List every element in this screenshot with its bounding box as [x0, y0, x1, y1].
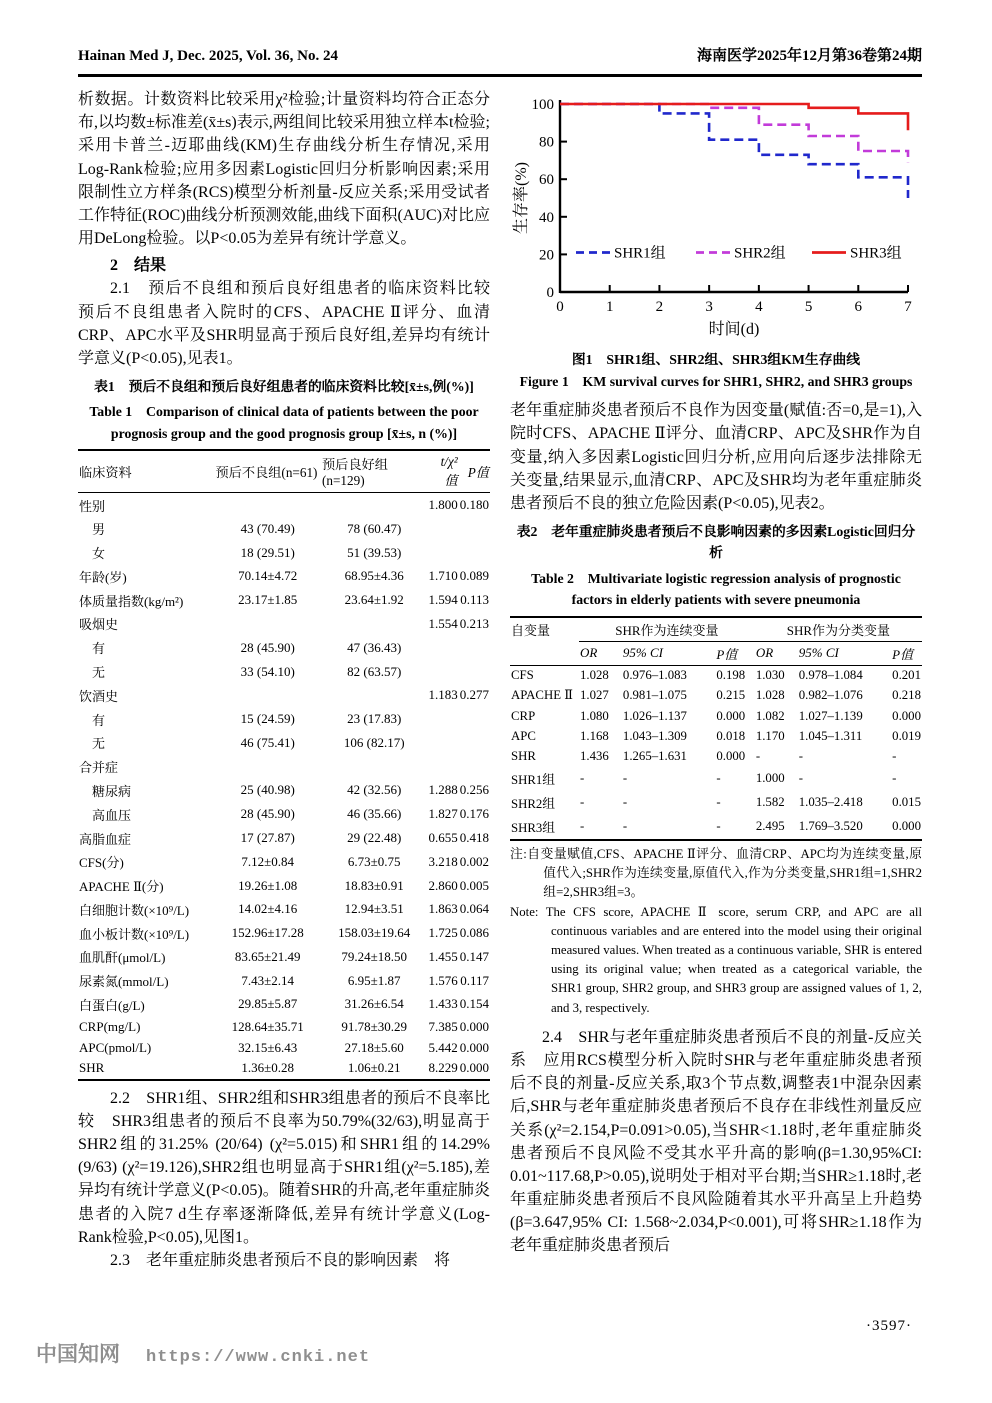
cnki-watermark — [36, 1338, 370, 1368]
table1-cell: 17 (27.87) — [240, 830, 295, 846]
table2-cell: 0.018 — [716, 728, 746, 743]
left-column — [78, 88, 507, 1272]
table2-cell: 1.027–1.139 — [798, 708, 863, 723]
table2-cell: - — [580, 819, 585, 834]
y-tick-label: 100 — [531, 97, 554, 113]
table2-subheader-ci1: 95% CI — [622, 641, 715, 665]
x-axis-title: 时间(d) — [708, 321, 760, 338]
table1-cell: 18 (29.51) — [240, 544, 295, 560]
table1-cell: 0.000 — [459, 1039, 489, 1055]
table1-cell: 6.95±1.87 — [347, 972, 401, 988]
table1-cell: 42 (32.56) — [347, 782, 402, 798]
table2-cell: 1.028 — [580, 668, 609, 683]
table1-cell: 白细胞计数(×10⁹/L) — [79, 902, 190, 918]
table1-cell: 0.180 — [459, 497, 489, 513]
table1-header-pvalue: P值 — [459, 450, 490, 493]
figure1-caption-cn: 图1 SHR1组、SHR2组、SHR3组KM生存曲线 — [571, 352, 861, 367]
table2-row — [510, 726, 922, 746]
table1-row — [78, 969, 490, 993]
table1-cell: 158.03±19.64 — [338, 925, 411, 941]
table2-cell: 1.028 — [755, 688, 785, 703]
table2-cell: - — [622, 795, 628, 810]
table1-cell: 23.64±1.92 — [344, 592, 404, 608]
table2-cell: 1.027 — [580, 688, 609, 703]
y-tick-label: 80 — [539, 134, 554, 151]
table1-cell: APACHE Ⅱ(分) — [79, 879, 164, 895]
table1-caption-cn: 表1 预后不良组和预后良好组患者的临床资料比较[x̄±s,例(%)] — [94, 379, 474, 395]
table2-cell: 1.436 — [580, 748, 609, 763]
table2-cell: SHR2组 — [511, 797, 556, 812]
table2-cell: 0.201 — [892, 668, 921, 683]
table1-cell: 5.442 — [428, 1039, 458, 1055]
table1-row — [78, 945, 490, 969]
table2-cell: - — [755, 748, 761, 763]
table2-cell: CRP — [511, 708, 536, 723]
table1-row — [78, 707, 490, 731]
table1-row — [78, 565, 490, 589]
table1-cell: 79.24±18.50 — [341, 948, 408, 964]
table2-subheader-ci2: 95% CI — [798, 641, 891, 665]
table2-cell: - — [716, 771, 721, 786]
table2-cell: 1.026–1.137 — [622, 708, 687, 723]
table1-cell: 0.086 — [459, 925, 489, 941]
table2-caption-cn: 表2 老年重症肺炎患者预后不良影响因素的多因素Logistic回归分析 — [516, 524, 916, 561]
table1-cell — [427, 755, 458, 779]
paragraph-2-2: 2.2 SHR1组、SHR2组和SHR3组患者的预后不良率比较 SHR3组患者的预后不良率为50.79%(32/63),明显高于SHR2组的31.25% (20/64) (χ²=5.015)和SHR1组的14.29% (9/63) (χ²=19.126),SHR2组也明显高于SHR1组(χ²=5.185),差异均有统计学意义(P<0.05)。随着SHR的升高,老年重症肺炎患者的入院7 d生存率逐渐降低,差异有统计学意义(Log-Rank检验,P<0.05),见图1。 — [78, 1089, 490, 1246]
table1-cell: 47 (36.43) — [347, 639, 402, 655]
table1-cell — [215, 755, 321, 779]
table1-cell — [427, 517, 458, 541]
table2-cell: SHR3组 — [511, 821, 556, 836]
y-tick-label: 60 — [539, 172, 554, 189]
table1-row — [78, 874, 490, 898]
table1-cell: 18.83±0.91 — [344, 877, 404, 893]
table1-row — [78, 850, 490, 874]
table2-note-en: Note: The CFS score, APACHE Ⅱ score, serum CRP, and APC are all continuous variables and are entered into the model using their original measured values. When treated as a continuous variable, SHR is entered using its original value; when treated as a categorical variable, the SHR1 group, SHR2 group, and SHR3 group are assigned values of 1, 2, and 3, respectively. — [510, 904, 922, 1015]
table2-cell: 1.043–1.309 — [622, 728, 687, 743]
table2-cell: APC — [511, 728, 536, 743]
table1-header-statistic: t/χ²值 — [427, 450, 458, 493]
table1-row — [78, 731, 490, 755]
table1-cell: 1.576 — [428, 972, 458, 988]
figure1-container — [510, 90, 922, 393]
paragraph-logistic: 老年重症肺炎患者预后不良作为因变量(赋值:否=0,是=1),入院时CFS、APACHE Ⅱ评分、血清CRP、APC及SHR作为自变量,纳入多因素Logistic回归分析,应用向后逐步法排除无关变量,结果显示,血清CRP、APC及SHR均为老年重症肺炎患者预后不良的独立危险因素(P<0.05),见表2。 — [510, 402, 922, 512]
table1-cell: 46 (75.41) — [240, 734, 295, 750]
table2-subheader-p2: P值 — [891, 641, 922, 665]
paragraph-2-3: 2.3 老年重症肺炎患者预后不良的影响因素 将 — [110, 1252, 451, 1270]
table2-cell: - — [622, 771, 628, 786]
table2-cell: - — [622, 819, 628, 834]
table1-cell: 0.154 — [459, 996, 489, 1012]
x-tick-label: 5 — [804, 299, 813, 315]
table1-cell: 0.113 — [460, 592, 489, 608]
x-tick-label: 3 — [705, 299, 713, 315]
table1-cell: 无 — [92, 736, 106, 752]
table2-logistic-regression — [510, 616, 922, 842]
table2-cell: 1.170 — [755, 728, 785, 743]
table1-cell: 0.117 — [460, 972, 489, 988]
x-tick-label: 7 — [904, 299, 912, 315]
table1-cell — [321, 493, 427, 517]
table1-header-variable: 临床资料 — [78, 450, 215, 493]
table1-cell — [459, 731, 490, 755]
table1-cell: 0.000 — [459, 1060, 489, 1076]
table1-cell: 27.18±5.60 — [344, 1039, 404, 1055]
x-tick-label: 0 — [556, 299, 564, 315]
table1-cell — [215, 612, 321, 636]
table2-group-header-row — [510, 617, 922, 642]
table1-cell — [459, 755, 490, 779]
table2-subheader-or2: OR — [755, 641, 798, 665]
table1-cell: 6.73±0.75 — [347, 853, 401, 869]
table2-cell: SHR1组 — [511, 773, 556, 788]
table1-cell: 饮酒史 — [79, 688, 119, 704]
table1-cell: 0.064 — [459, 901, 489, 917]
y-tick-label: 20 — [539, 247, 554, 264]
paragraph-methods: 析数据。计数资料比较采用χ²检验;计量资料均符合正态分布,以均数±标准差(x̄±s)表示,两组间比较采用独立样本t检验;采用卡普兰-迈耶曲线(KM)生存曲线分析生存情况,采用Log-Rank检验;应用多因素Logistic回归分析影响因素;采用限制性立方样条(RCS)模型分析剂量-反应关系;采用受试者工作特征(ROC)曲线分析预测效能,曲线下面积(AUC)对比应用DeLong检验。以P<0.05为差异有统计学意义。 — [78, 91, 490, 248]
figure1-caption-en: Figure 1 KM survival curves for SHR1, SHR2, and SHR3 groups — [519, 374, 913, 390]
table1-cell: 1.455 — [428, 948, 458, 964]
table1-cell: 28 (45.90) — [240, 639, 295, 655]
table1-cell: 1.36±0.28 — [241, 1060, 295, 1076]
table2-cell: - — [892, 771, 897, 786]
table2-cell: CFS — [511, 668, 534, 683]
table1-cell: 0.000 — [459, 1018, 489, 1034]
table1-cell: 0.655 — [428, 830, 458, 846]
legend-label-SHR3组: SHR3组 — [850, 245, 902, 262]
table1-row — [78, 921, 490, 945]
table2-cell: - — [892, 748, 897, 763]
table2-cell: 1.265–1.631 — [622, 748, 687, 763]
table1-cell: 1.288 — [428, 782, 458, 798]
table1-cell — [459, 541, 490, 565]
table2-cell: 1.080 — [580, 708, 609, 723]
table1-cell: 15 (24.59) — [240, 711, 295, 727]
table1-cell: SHR — [79, 1060, 105, 1076]
table1-cell — [321, 755, 427, 779]
table1-cell: 68.95±4.36 — [344, 568, 404, 584]
series-SHR1组 — [560, 104, 908, 198]
table2-cell: 0.000 — [892, 708, 921, 723]
table1-cell: 25 (40.98) — [240, 782, 295, 798]
table1-cell: 糖尿病 — [92, 783, 132, 799]
table1-caption-en: Table 1 Comparison of clinical data of patients between the poor prognosis group and the good prognosis group [x̄±s, n (%)] — [89, 404, 479, 441]
table1-cell: 1.554 — [428, 615, 458, 631]
series-SHR3组 — [560, 104, 908, 130]
table2-cell: 0.000 — [892, 819, 921, 834]
table1-clinical-data — [78, 449, 490, 1081]
table2-row — [510, 706, 922, 726]
table1-cell: 0.002 — [459, 853, 489, 869]
table1-cell: 91.78±30.29 — [341, 1018, 408, 1034]
table2-cell: 0.015 — [892, 795, 921, 810]
table2-cell: 1.582 — [755, 795, 785, 810]
table1-cell: 高血压 — [92, 807, 132, 823]
table1-cell: 23 (17.83) — [347, 711, 402, 727]
table1-cell: 7.385 — [428, 1018, 458, 1034]
table1-cell — [459, 707, 490, 731]
table1-row — [78, 826, 490, 850]
table2-row — [510, 791, 922, 815]
table1-cell: 70.14±4.72 — [238, 568, 298, 584]
table2-row — [510, 746, 922, 766]
table1-row — [78, 660, 490, 684]
table1-cell: 1.800 — [428, 497, 458, 513]
table1-cell: 0.418 — [459, 830, 489, 846]
table1-cell: 1.433 — [428, 996, 458, 1012]
table2-cell: 0.215 — [716, 688, 746, 703]
x-tick-label: 4 — [755, 299, 763, 315]
table2-cell: 1.000 — [755, 771, 785, 786]
series-SHR2组 — [560, 104, 908, 162]
table2-cell: 0.198 — [716, 668, 746, 683]
table1-cell: 33 (54.10) — [240, 663, 295, 679]
table1-cell: 性别 — [79, 498, 106, 514]
table1-cell — [459, 517, 490, 541]
table1-cell — [321, 612, 427, 636]
table1-cell: CFS(分) — [79, 855, 124, 871]
table1-cell: 19.26±1.08 — [238, 877, 298, 893]
page-number: ·3597· — [866, 1318, 912, 1334]
table1-cell — [427, 636, 458, 660]
header-journal-en: Hainan Med J, Dec. 2025, Vol. 36, No. 24 — [78, 48, 339, 64]
table2-subheader-p1: P值 — [715, 641, 754, 665]
table2-row — [510, 686, 922, 706]
table1-cell: 1.710 — [428, 568, 458, 584]
table1-cell — [427, 707, 458, 731]
table1-cell: 尿素氮(mmol/L) — [79, 974, 169, 990]
table1-row — [78, 1016, 490, 1037]
watermark-cnki-url: https://www.cnki.net — [146, 1348, 371, 1367]
table2-cell: - — [716, 819, 721, 834]
table1-cell: 0.147 — [459, 948, 489, 964]
table1-row — [78, 541, 490, 565]
table1-header-row — [78, 450, 490, 493]
table1-row — [78, 588, 490, 612]
table1-row — [78, 779, 490, 803]
table2-cell: 1.769–3.520 — [798, 819, 863, 834]
table1-cell: 女 — [92, 546, 106, 562]
table1-row — [78, 755, 490, 779]
table1-row — [78, 1058, 490, 1080]
table2-group-categorical: SHR作为分类变量 — [755, 617, 922, 642]
table2-cell: 1.035–2.418 — [798, 795, 863, 810]
y-tick-label: 0 — [546, 285, 554, 301]
table1-cell: 78 (60.47) — [347, 520, 402, 536]
table1-cell: 有 — [92, 712, 106, 728]
table2-subheader-or1: OR — [579, 641, 622, 665]
table2-cell: 0.000 — [716, 748, 746, 763]
table1-cell: 12.94±3.51 — [344, 901, 404, 917]
table1-cell: 51 (39.53) — [347, 544, 402, 560]
table1-cell: APC(pmol/L) — [79, 1039, 152, 1055]
table1-cell: 0.005 — [459, 877, 489, 893]
table1-row — [78, 493, 490, 517]
table1-cell: 7.43±2.14 — [241, 972, 295, 988]
table1-cell: 1.183 — [428, 687, 458, 703]
table1-row — [78, 517, 490, 541]
legend-label-SHR2组: SHR2组 — [734, 245, 786, 262]
table1-row — [78, 993, 490, 1017]
table1-cell: 无 — [92, 665, 106, 681]
table2-cell: - — [580, 771, 585, 786]
table2-cell: 0.978–1.084 — [798, 668, 863, 683]
table1-cell: 0.089 — [459, 568, 489, 584]
table1-header-poor: 预后不良组(n=61) — [215, 450, 321, 493]
x-tick-label: 1 — [605, 299, 614, 315]
table1-cell: 合并症 — [79, 760, 119, 776]
right-column — [510, 88, 922, 1272]
table1-cell: 1.594 — [428, 592, 458, 608]
table2-cell: APACHE Ⅱ — [511, 688, 573, 703]
table1-row — [78, 636, 490, 660]
table2-cell: - — [798, 771, 803, 786]
table1-cell: 28 (45.90) — [240, 806, 295, 822]
table1-cell: CRP(mg/L) — [79, 1018, 141, 1034]
table1-header-good: 预后良好组(n=129) — [321, 450, 427, 493]
table1-cell — [427, 541, 458, 565]
table1-cell: 血小板计数(×10⁹/L) — [79, 926, 190, 942]
table1-cell: 年龄(岁) — [79, 569, 127, 585]
table2-note — [510, 845, 922, 1018]
table2-cell: - — [580, 795, 585, 810]
table2-cell: SHR — [511, 748, 536, 763]
table1-cell: 128.64±35.71 — [231, 1018, 304, 1034]
table2-row — [510, 665, 922, 686]
table1-cell: 1.06±0.21 — [347, 1060, 401, 1076]
table1-cell: 0.277 — [459, 687, 489, 703]
table2-note-cn: 注:自变量赋值,CFS、APACHE Ⅱ评分、血清CRP、APC均为连续变量,原值代入;SHR作为连续变量,原值代入,作为分类变量,SHR1组=1,SHR2组=2,SHR3组=3。 — [510, 847, 922, 900]
y-axis-title: 生存率(%) — [513, 162, 530, 234]
table1-cell: 3.218 — [428, 853, 458, 869]
table2-cell: 0.019 — [892, 728, 921, 743]
table1-cell: 1.725 — [428, 925, 458, 941]
table1-cell: 46 (35.66) — [347, 806, 402, 822]
table1-cell: 男 — [92, 522, 106, 538]
table1-row — [78, 802, 490, 826]
table1-cell: 32.15±6.43 — [238, 1039, 298, 1055]
table1-cell: 0.176 — [459, 806, 489, 822]
table1-cell — [215, 493, 321, 517]
table2-cell: 0.981–1.075 — [622, 688, 687, 703]
table2-caption-en: Table 2 Multivariate logistic regression analysis of prognostic factors in elderly patients with severe pneumonia — [531, 570, 901, 608]
table1-cell: 8.229 — [428, 1060, 458, 1076]
table1-cell: 高脂血症 — [79, 831, 132, 847]
table1-cell: 2.860 — [428, 877, 458, 893]
table1-row — [78, 1037, 490, 1058]
table1-cell: 1.863 — [428, 901, 458, 917]
table1-cell: 106 (82.17) — [343, 734, 405, 750]
paragraph-2-4: 2.4 SHR与老年重症肺炎患者预后不良的剂量-反应关系 应用RCS模型分析入院时SHR与老年重症肺炎患者预后不良的剂量-反应关系,取3个节点数,调整表1中混杂因素后,SHR与老年重症肺炎患者预后不良存在非线性剂量反应关系(χ²=2.154,P=0.091>0.05),当SHR<1.18时,老年重症肺炎患者预后不良风险不受其水平升高的影响(β=1.30,95%CI: 0.01~117.68,P>0.05),说明处于相对平台期;当SHR≥1.18时,老年重症肺炎患者预后不良风险随着其水平升高呈上升趋势(β=3.647,95% CI: 1.568~2.034,P<0.001),可将SHR≥1.18作为老年重症肺炎患者预后 — [510, 1028, 922, 1255]
table2-header-variable: 自变量 — [510, 617, 579, 666]
km-survival-chart — [510, 90, 922, 340]
table2-cell: - — [798, 748, 803, 763]
watermark-cnki-label: 中国知网 — [36, 1342, 120, 1366]
table1-row — [78, 683, 490, 707]
table1-cell: 体质量指数(kg/m²) — [79, 593, 184, 609]
table1-row — [78, 897, 490, 921]
table1-cell: 29.85±5.87 — [238, 996, 298, 1012]
table1-cell: 29 (22.48) — [347, 830, 402, 846]
table2-row — [510, 767, 922, 791]
table1-cell — [427, 660, 458, 684]
table1-cell: 83.65±21.49 — [234, 948, 301, 964]
table1-cell: 血肌酐(μmol/L) — [79, 950, 166, 966]
table2-cell: - — [716, 795, 721, 810]
paragraph-2-1: 2.1 预后不良组和预后良好组患者的临床资料比较 预后不良组患者入院时的CFS、APACHE Ⅱ评分、血清CRP、APC水平及SHR明显高于预后良好组,差异均有统计学意义(P<0.05),见表1。 — [78, 280, 507, 367]
x-tick-label: 6 — [854, 299, 863, 315]
table1-cell: 0.213 — [459, 615, 489, 631]
table1-cell: 31.26±6.54 — [344, 996, 404, 1012]
table2-cell: 1.082 — [755, 708, 785, 723]
header-divider — [78, 74, 922, 77]
x-tick-label: 2 — [655, 299, 664, 315]
table2-cell: 0.218 — [892, 688, 921, 703]
table1-cell: 23.17±1.85 — [238, 592, 298, 608]
table1-cell — [459, 636, 490, 660]
table1-cell: 14.02±4.16 — [238, 901, 298, 917]
two-column-body — [78, 88, 922, 1272]
table1-cell — [215, 683, 321, 707]
table2-cell: 0.976–1.083 — [622, 668, 687, 683]
table1-cell: 吸烟史 — [79, 617, 119, 633]
table1-cell: 82 (63.57) — [347, 663, 402, 679]
table2-cell: 1.030 — [755, 668, 785, 683]
table2-cell: 1.045–1.311 — [798, 728, 863, 743]
page-header — [78, 44, 922, 65]
table1-cell: 有 — [92, 641, 106, 657]
table1-cell: 白蛋白(g/L) — [79, 997, 145, 1013]
table1-cell: 7.12±0.84 — [241, 853, 295, 869]
table2-row — [510, 815, 922, 840]
table1-cell — [427, 731, 458, 755]
table2-group-continuous: SHR作为连续变量 — [579, 617, 755, 642]
table2-cell: 2.495 — [755, 819, 785, 834]
table1-cell: 1.827 — [428, 806, 458, 822]
heading-results: 2 结果 — [110, 257, 167, 275]
table2-cell: 0.982–1.076 — [798, 688, 863, 703]
table2-cell: 0.000 — [716, 708, 746, 723]
table1-cell: 152.96±17.28 — [231, 925, 304, 941]
legend-label-SHR1组: SHR1组 — [614, 245, 666, 262]
table1-row — [78, 612, 490, 636]
table1-cell: 0.256 — [459, 782, 489, 798]
y-tick-label: 40 — [539, 209, 554, 226]
table2-cell: 1.168 — [580, 728, 609, 743]
table1-cell — [321, 683, 427, 707]
table1-cell — [459, 660, 490, 684]
header-journal-cn: 海南医学2025年12月第36卷第24期 — [696, 48, 922, 64]
table1-cell: 43 (70.49) — [240, 520, 295, 536]
